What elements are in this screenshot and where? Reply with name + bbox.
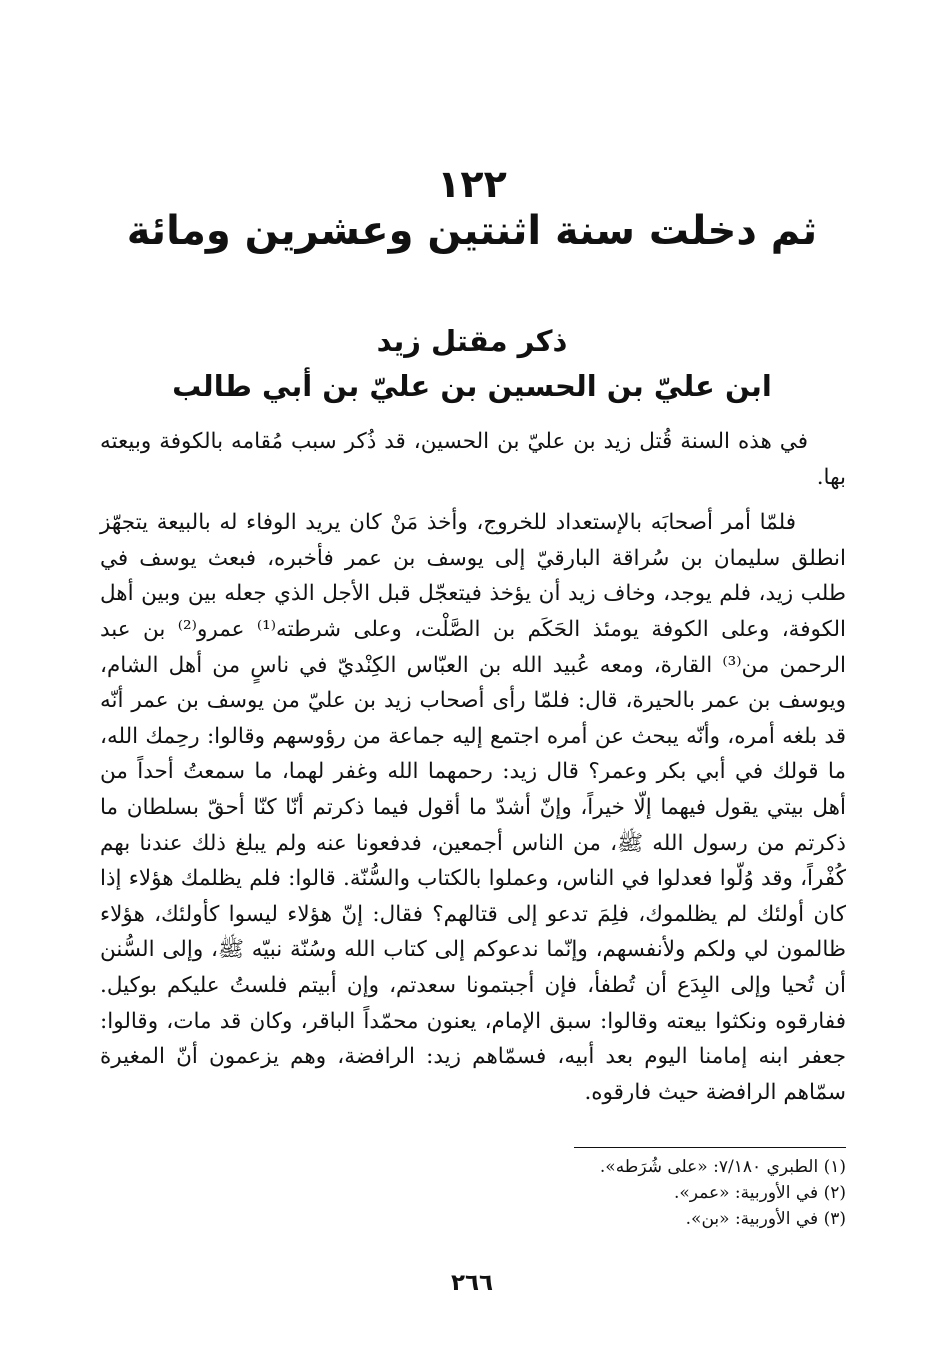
section-title-line-2: ابن عليّ بن الحسين بن عليّ بن أبي طالب — [172, 369, 772, 403]
footnote-1: (١) الطبري ٧/١٨٠: «على شُرَطه». — [599, 1157, 846, 1177]
paragraph-2: فلمّا أمر أصحابَه بالإستعداد للخروج، وأخذ مَنْ كان يريد الوفاء له بالبيعة يتجهّز انطلق سليمان بن سُراقة البارقيّ إلى يوسف بن عمر فأخبره، فبعث يوسف في طلب زيد، فلم يوجد، وخاف زيد أن يؤخذ فيتعجّل قبل الأجل الذي جعله بين وبين أهل الكوفة، وعلى الكوفة يومئذ الحَكَم بن الصَّلْت، وعلى شرطته⁽¹⁾ عمرو⁽²⁾ بن عبد الرحمن من⁽³⁾ القارة، ومعه عُبيد الله بن العبّاس الكِنْديّ في ناسٍ من أهل الشام، ويوسف بن عمر بالحيرة، قال: فلمّا رأى أصحاب زيد بن عليّ من يوسف بن عمر أنّه قد بلغه أمره، وأنّه يبحث عن أمره اجتمع إليه جماعة من رؤوسهم وقالوا: رحِمك الله، ما قولك في أبي بكر وعمر؟ قال زيد: رحمهما الله وغفر لهما، ما سمعتُ أحداً من أهل بيتي يقول فيهما إلّا خيراً، وإنّ أشدّ ما أقول فيما ذكرتم أنّا كنّا أحقّ بسلطان ما ذكرتم من رسول الله ﷺ، من الناس أجمعين، فدفعونا عنه ولم يبلغ ذلك عندنا بهم كُفْراً، وقد وُلّوا فعدلوا في الناس، وعملوا بالكتاب والسُّنّة. قالوا: فلم يظلمك هؤلاء إذا كان أولئك لم يظلموك، فلِمَ تدعو إلى قتالهم؟ فقال: إنّ هؤلاء ليسوا كأولئك، هؤلاء ظالمون لي ولكم ولأنفسهم، وإنّما ندعوكم إلى كتاب الله وسُنّة نبيّه ﷺ، وإلى السُّنن أن تُحيا وإلى البِدَع أن تُطفأ، فإن أجبتمونا سعدتم، وإن أبيتم فلستُ عليكم بوكيل. ففارقوه ونكثوا بيعته وقالوا: سبق الإمام، يعنون محمّداً الباقر، وكان قد مات، وقالوا: جعفر ابنه إمامنا اليوم بعد أبيه، فسمّاهم زيد: الرافضة، وهم يزعمون أنّ المغيرة سمّاهم الرافضة حيث فارقوه. — [100, 510, 846, 1105]
chapter-title: ثم دخلت سنة اثنتين وعشرين ومائة — [126, 208, 818, 254]
body-text — [100, 424, 846, 1110]
footnote-divider — [574, 1147, 846, 1148]
footnotes — [346, 1154, 846, 1232]
footnote-2: (٢) في الأوربية: «عمر». — [673, 1183, 846, 1203]
footnote-3: (٣) في الأوربية: «بن». — [685, 1209, 846, 1229]
section-title-line-1: ذكر مقتل زيد — [376, 324, 568, 358]
year-number: ١٢٢ — [437, 162, 507, 206]
page-number: ٢٦٦ — [450, 1270, 494, 1296]
paragraph-1: في هذه السنة قُتل زيد بن عليّ بن الحسين، قد ذُكر سبب مُقامه بالكوفة وبيعته بها. — [100, 429, 846, 490]
